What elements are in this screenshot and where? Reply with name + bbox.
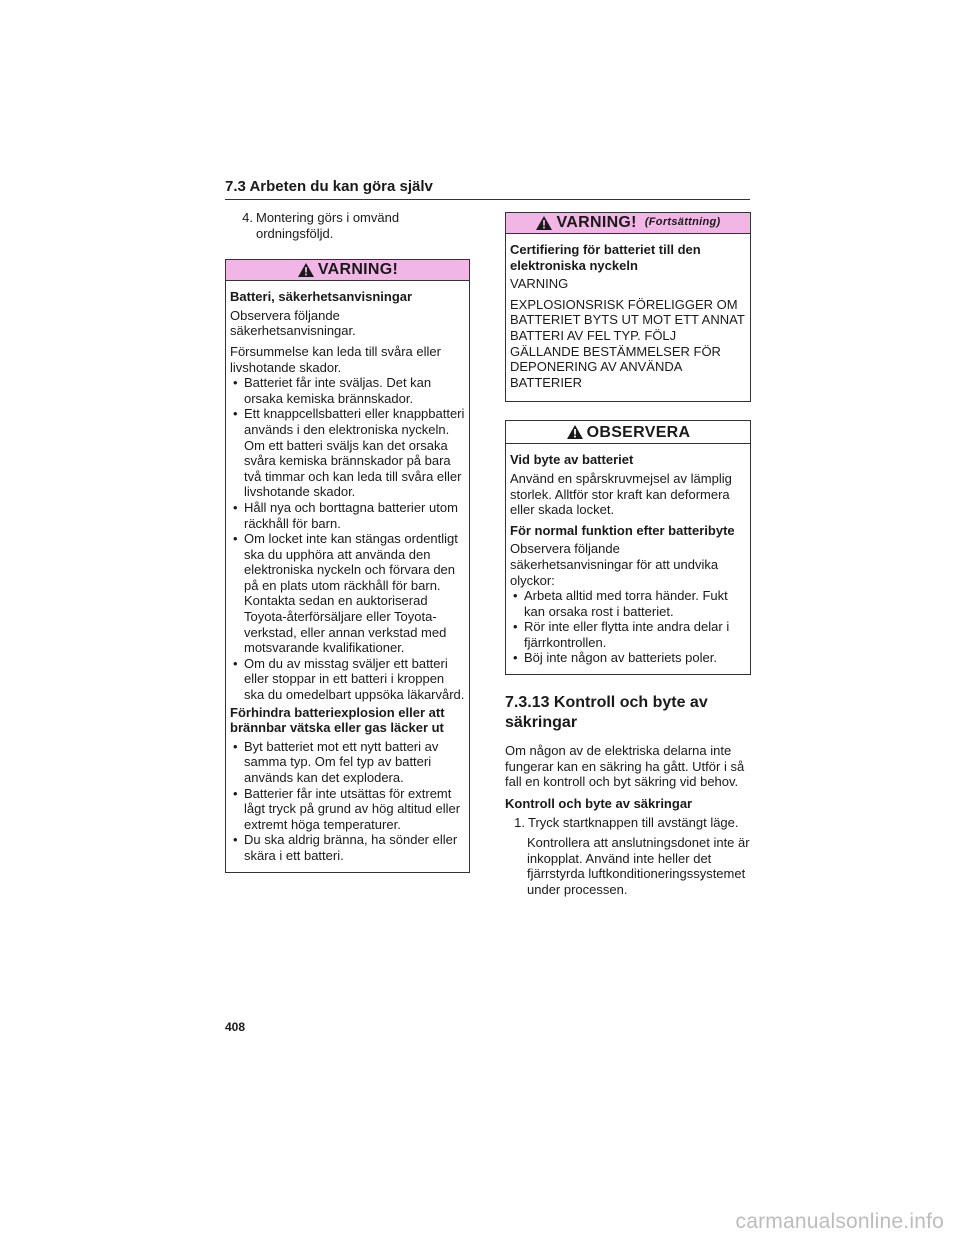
warning-box-continued: [505, 212, 751, 402]
subsection-heading: 7.3.13 Kontroll och byte av säkringar: [505, 694, 708, 732]
warning-subtitle: Förhindra batteriexplosion eller att brännbar vätska eller gas läcker ut: [230, 704, 445, 736]
list-item: • Ett knappcellsbatteri eller knappbatteri används i den elektroniska nyckeln. Om ett batteri sväljs kan det orsaka svåra kemiska brännskador på bara två timmar och kan leda till svåra eller livshotande skador.: [230, 406, 465, 500]
caution-icon: [566, 424, 584, 441]
warning-list: [230, 739, 465, 864]
procedure-title: Kontroll och byte av säkringar: [505, 795, 693, 811]
warning-label: VARNING!: [556, 214, 637, 232]
list-item: • Om du av misstag sväljer ett batteri eller stoppar in ett batteri i kroppen ska du omedelbart uppsöka läkarvård.: [230, 656, 465, 703]
section-header: [225, 178, 750, 200]
section-title: 7.3 Arbeten du kan göra själv: [225, 178, 433, 195]
list-item: • Batteriet får inte sväljas. Det kan orsaka kemiska brännskador.: [230, 375, 465, 406]
step-4: [225, 210, 470, 241]
list-item: • Håll nya och borttagna batterier utom räckhåll för barn.: [230, 500, 465, 531]
right-column: [505, 212, 751, 901]
warning-paragraph: VARNING: [510, 276, 569, 292]
list-item: • Batterier får inte utsättas för extremt lågt tryck på grund av hög altitud eller extremt höga temperaturer.: [230, 786, 465, 833]
list-item: • Om locket inte kan stängas ordentligt ska du upphöra att använda den elektroniska nyckeln och förvara den på en plats utom räckhåll för barn. Kontakta sedan en auktoriserad Toyota-återförsäljare eller Toyota-verkstad, eller annan verkstad med motsvarande kvalifikationer.: [230, 531, 465, 656]
warning-title: Certifiering för batteriet till den elektroniska nyckeln: [510, 242, 701, 273]
warning-icon: [535, 215, 553, 231]
warning-body: [226, 281, 469, 871]
note-header: [506, 421, 750, 444]
warning-paragraph: EXPLOSIONSRISK FÖRELIGGER OM BATTERIET BYTS UT MOT ETT ANNAT BATTERI AV FEL TYP. FÖLJ GÄLLANDE BESTÄMMELSER FÖR DEPONERING AV ANVÄNDA BATTERIER: [510, 296, 745, 390]
watermark: carmanualsonline.info: [735, 1210, 944, 1233]
note-list: [510, 588, 746, 666]
note-label: OBSERVERA: [586, 423, 691, 441]
warning-title: Batteri, säkerhetsanvisningar: [230, 289, 413, 305]
warning-label: VARNING!: [317, 261, 399, 279]
step-detail: Kontrollera att anslutningsdonet inte är inkopplat. Använd inte heller det fjärrstyrda luftkonditioneringssystemet under processen.: [527, 835, 750, 897]
note-paragraph: Använd en spårskruvmejsel av lämplig storlek. Alltför stor kraft kan deformera eller skada locket.: [510, 470, 732, 518]
list-item: • Du ska aldrig bränna, ha sönder eller skära i ett batteri.: [230, 832, 465, 863]
note-title: För normal funktion efter batteribyte: [510, 522, 735, 538]
continuation-label: (Fortsättning): [644, 216, 721, 229]
warning-list: [230, 375, 465, 702]
warning-paragraph: Observera följande säkerhetsanvisningar.: [230, 307, 356, 339]
warning-header: [506, 213, 750, 234]
warning-body: [506, 234, 750, 401]
note-body: [506, 444, 750, 674]
warning-box-battery: [225, 259, 470, 872]
step-text: Montering görs i omvänd ordningsföljd.: [256, 210, 400, 241]
warning-header: [226, 260, 469, 281]
step-number: 4.: [242, 210, 253, 225]
warning-icon: [297, 262, 315, 278]
list-item: • Arbeta alltid med torra händer. Fukt kan orsaka rost i batteriet.: [510, 588, 746, 619]
note-paragraph: Observera följande säkerhetsanvisningar för att undvika olyckor:: [510, 541, 719, 588]
step-text: Tryck startknappen till avstängt läge.: [528, 815, 739, 831]
section-intro: Om någon av de elektriska delarna inte fungerar kan en säkring ha gått. Utför i så fall en kontroll och byt säkring vid behov.: [505, 743, 745, 790]
step-1: [505, 815, 751, 831]
list-item: • Byt batteriet mot ett nytt batteri av samma typ. Om fel typ av batteri används kan det explodera.: [230, 739, 465, 786]
step-number: 1.: [514, 815, 525, 831]
note-title: Vid byte av batteriet: [510, 452, 634, 468]
list-item: • Rör inte eller flytta inte andra delar i fjärrkontrollen.: [510, 619, 746, 650]
list-item: • Böj inte någon av batteriets poler.: [510, 650, 746, 666]
note-box: [505, 420, 751, 675]
warning-paragraph: Försummelse kan leda till svåra eller livshotande skador.: [230, 343, 441, 375]
page-number: 408: [225, 1020, 246, 1034]
left-column: [225, 210, 470, 873]
